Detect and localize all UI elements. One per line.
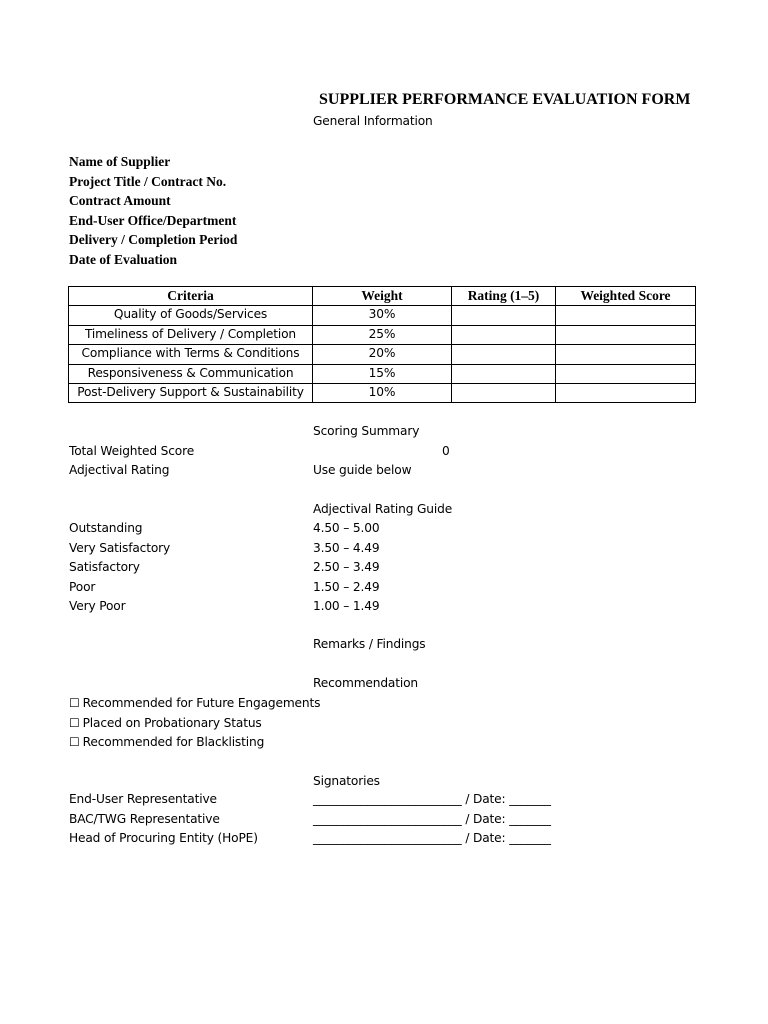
criteria-cell: Timeliness of Delivery / Completion <box>69 325 313 344</box>
adjectival-rating-label: Adjectival Rating <box>69 463 170 477</box>
rating-label-very-satisfactory: Very Satisfactory <box>69 540 171 555</box>
rating-guide-heading: Adjectival Rating Guide <box>313 502 453 516</box>
criteria-cell: Responsiveness & Communication <box>69 364 313 383</box>
recommendation-heading: Recommendation <box>313 676 418 690</box>
rating-cell[interactable] <box>452 383 556 402</box>
criteria-cell: Quality of Goods/Services <box>69 306 313 325</box>
signatory-roles <box>69 790 258 849</box>
field-label-amount: Contract Amount <box>69 193 171 208</box>
field-label-date: Date of Evaluation <box>69 251 177 267</box>
criteria-cell: Compliance with Terms & Conditions <box>69 345 313 364</box>
field-label-period: Delivery / Completion Period <box>69 232 238 247</box>
signatory-lines <box>313 790 551 849</box>
table-header-row <box>69 287 696 306</box>
recommendation-option-label: Recommended for Future Engagements <box>82 696 321 710</box>
rating-range-outstanding: 4.50 – 5.00 <box>313 521 380 535</box>
total-weighted-score-value: 0 <box>442 444 450 458</box>
signatories-heading: Signatories <box>313 774 380 788</box>
weight-cell: 15% <box>313 364 452 383</box>
weight-cell: 10% <box>313 383 452 402</box>
rating-label-outstanding: Outstanding <box>69 521 143 535</box>
column-header-rating: Rating (1–5) <box>452 287 556 306</box>
rating-cell[interactable] <box>452 364 556 383</box>
score-cell[interactable] <box>556 345 696 364</box>
rating-range-satisfactory: 2.50 – 3.49 <box>313 560 380 574</box>
total-weighted-score-label: Total Weighted Score <box>69 444 195 458</box>
weight-cell: 20% <box>313 345 452 364</box>
score-cell[interactable] <box>556 325 696 344</box>
table-row <box>69 306 696 325</box>
recommendation-option[interactable] <box>69 733 320 753</box>
score-cell[interactable] <box>556 364 696 383</box>
criteria-cell: Post-Delivery Support & Sustainability <box>69 383 313 402</box>
signatory-role-hope: Head of Procuring Entity (HoPE) <box>69 831 258 845</box>
general-fields <box>69 152 237 269</box>
adjectival-rating-value: Use guide below <box>313 463 412 477</box>
form-subtitle: General Information <box>313 114 433 128</box>
scoring-summary-heading: Scoring Summary <box>313 424 420 438</box>
table-row <box>69 383 696 402</box>
signatory-role-bac-twg: BAC/TWG Representative <box>69 811 220 826</box>
recommendation-option-label: Recommended for Blacklisting <box>82 735 265 749</box>
recommendation-option[interactable] <box>69 714 320 734</box>
signature-line[interactable]: _________________________ / Date: _______ <box>313 831 551 845</box>
checkbox-icon[interactable]: ☐ <box>69 696 80 710</box>
checkbox-icon[interactable]: ☐ <box>69 735 80 749</box>
rating-label-satisfactory: Satisfactory <box>69 560 140 574</box>
checkbox-icon[interactable]: ☐ <box>69 715 80 730</box>
rating-guide-labels <box>69 519 170 617</box>
rating-label-very-poor: Very Poor <box>69 599 126 613</box>
signatory-role-end-user: End-User Representative <box>69 792 217 806</box>
signature-line[interactable]: _________________________ / Date: _______ <box>313 792 551 806</box>
table-row <box>69 345 696 364</box>
field-label-office: End-User Office/Department <box>69 212 237 228</box>
score-cell[interactable] <box>556 383 696 402</box>
signature-line[interactable]: _________________________ / Date: _______ <box>313 811 551 826</box>
form-title: SUPPLIER PERFORMANCE EVALUATION FORM <box>319 91 691 108</box>
table-row <box>69 364 696 383</box>
weight-cell: 25% <box>313 325 452 344</box>
rating-range-poor: 1.50 – 2.49 <box>313 579 380 594</box>
field-label-project: Project Title / Contract No. <box>69 173 227 189</box>
column-header-criteria: Criteria <box>69 287 313 306</box>
rating-cell[interactable] <box>452 345 556 364</box>
recommendation-options <box>69 694 320 753</box>
criteria-table <box>68 286 696 403</box>
rating-range-very-poor: 1.00 – 1.49 <box>313 599 380 613</box>
score-cell[interactable] <box>556 306 696 325</box>
rating-guide-ranges <box>313 519 379 617</box>
column-header-weight: Weight <box>313 287 452 306</box>
rating-range-very-satisfactory: 3.50 – 4.49 <box>313 540 380 555</box>
rating-cell[interactable] <box>452 306 556 325</box>
table-row <box>69 325 696 344</box>
recommendation-option-label: Placed on Probationary Status <box>82 715 262 730</box>
rating-cell[interactable] <box>452 325 556 344</box>
weight-cell: 30% <box>313 306 452 325</box>
column-header-weighted-score: Weighted Score <box>556 287 696 306</box>
recommendation-option[interactable] <box>69 694 320 714</box>
remarks-heading: Remarks / Findings <box>313 637 426 651</box>
field-label-supplier: Name of Supplier <box>69 154 171 169</box>
rating-label-poor: Poor <box>69 579 96 594</box>
